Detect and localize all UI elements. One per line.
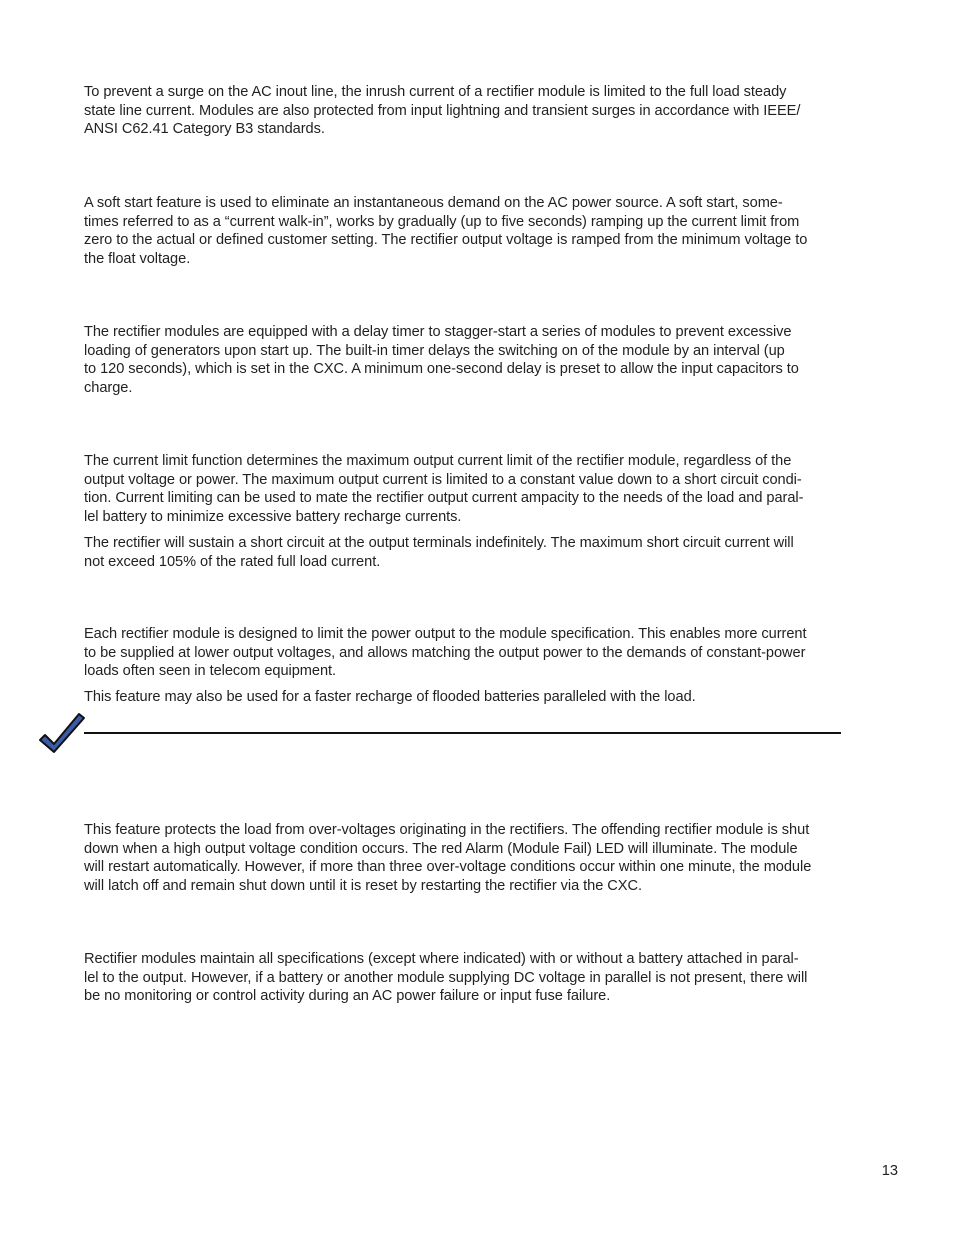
text-line: loading of generators upon start up. The built-in timer delays the switching on of the module by an interval (up: [84, 342, 785, 359]
paragraph-short-circuit: [84, 534, 870, 571]
paragraph-soft-start: [84, 194, 870, 268]
text-line: to be supplied at lower output voltages, and allows matching the output power to the demands of constant-power: [84, 644, 806, 661]
text-line: The current limit function determines the maximum output current limit of the rectifier module, regardless of the: [84, 453, 792, 469]
text-line: lel to the output. However, if a battery or another module supplying DC voltage in parallel is not present, there will: [84, 969, 808, 986]
text-line: A soft start feature is used to eliminate an instantaneous demand on the AC power source. A soft start, some-: [84, 195, 783, 211]
text-line: The rectifier modules are equipped with a delay timer to stagger-start a series of modules to prevent excessive: [84, 324, 792, 340]
text-line: To prevent a surge on the AC inout line, the inrush current of a rectifier module is limited to the full load steady: [84, 84, 787, 100]
text-line: The rectifier will sustain a short circuit at the output terminals indefinitely. The maximum short circuit current will: [84, 535, 794, 551]
text-line: Rectifier modules maintain all specifications (except where indicated) with or without a battery attached in paral-: [84, 951, 799, 967]
text-line: not exceed 105% of the rated full load current.: [84, 553, 381, 570]
text-line: will latch off and remain shut down until it is reset by restarting the rectifier via the CXC.: [84, 877, 642, 894]
text-line: Each rectifier module is designed to limit the power output to the module specification. This enables more current: [84, 626, 807, 642]
text-line: This feature may also be used for a faster recharge of flooded batteries paralleled with the load.: [84, 689, 696, 705]
text-line: will restart automatically. However, if more than three over-voltage conditions occur within one minute, the module: [84, 859, 812, 876]
paragraph-battery-eliminator: [84, 950, 870, 1006]
text-line: be no monitoring or control activity during an AC power failure or input fuse failure.: [84, 988, 611, 1005]
paragraph-over-voltage: [84, 821, 870, 895]
text-line: lel battery to minimize excessive battery recharge currents.: [84, 508, 462, 525]
text-line: charge.: [84, 379, 133, 396]
page-number: 13: [881, 1163, 898, 1179]
paragraph-delay-timer: [84, 323, 870, 397]
checkmark-icon: [38, 712, 86, 754]
text-line: down when a high output voltage condition occurs. The red Alarm (Module Fail) LED will illuminate. The module: [84, 840, 798, 857]
text-line: the float voltage.: [84, 250, 191, 267]
text-line: loads often seen in telecom equipment.: [84, 663, 337, 680]
text-line: ANSI C62.41 Category B3 standards.: [84, 121, 325, 138]
text-line: tion. Current limiting can be used to mate the rectifier output current ampacity to the needs of the load and paral-: [84, 490, 804, 507]
paragraph-inrush: [84, 83, 870, 139]
paragraph-current-limit: [84, 452, 870, 526]
note-divider: [84, 732, 841, 734]
text-line: state line current. Modules are also protected from input lightning and transient surges in accordance with IEEE/: [84, 102, 801, 119]
paragraph-power-limit: [84, 625, 870, 681]
paragraph-power-limit-note: [84, 688, 870, 707]
text-line: This feature protects the load from over-voltages originating in the rectifiers. The offending rectifier module is shut: [84, 822, 810, 838]
text-line: to 120 seconds), which is set in the CXC. A minimum one-second delay is preset to allow the input capacitors to: [84, 361, 799, 378]
text-line: times referred to as a “current walk-in”, works by gradually (up to five seconds) ramping up the current limit from: [84, 213, 800, 230]
text-line: zero to the actual or defined customer setting. The rectifier output voltage is ramped from the minimum voltage to: [84, 232, 808, 249]
text-line: output voltage or power. The maximum output current is limited to a constant value down to a short circuit condi-: [84, 471, 802, 488]
